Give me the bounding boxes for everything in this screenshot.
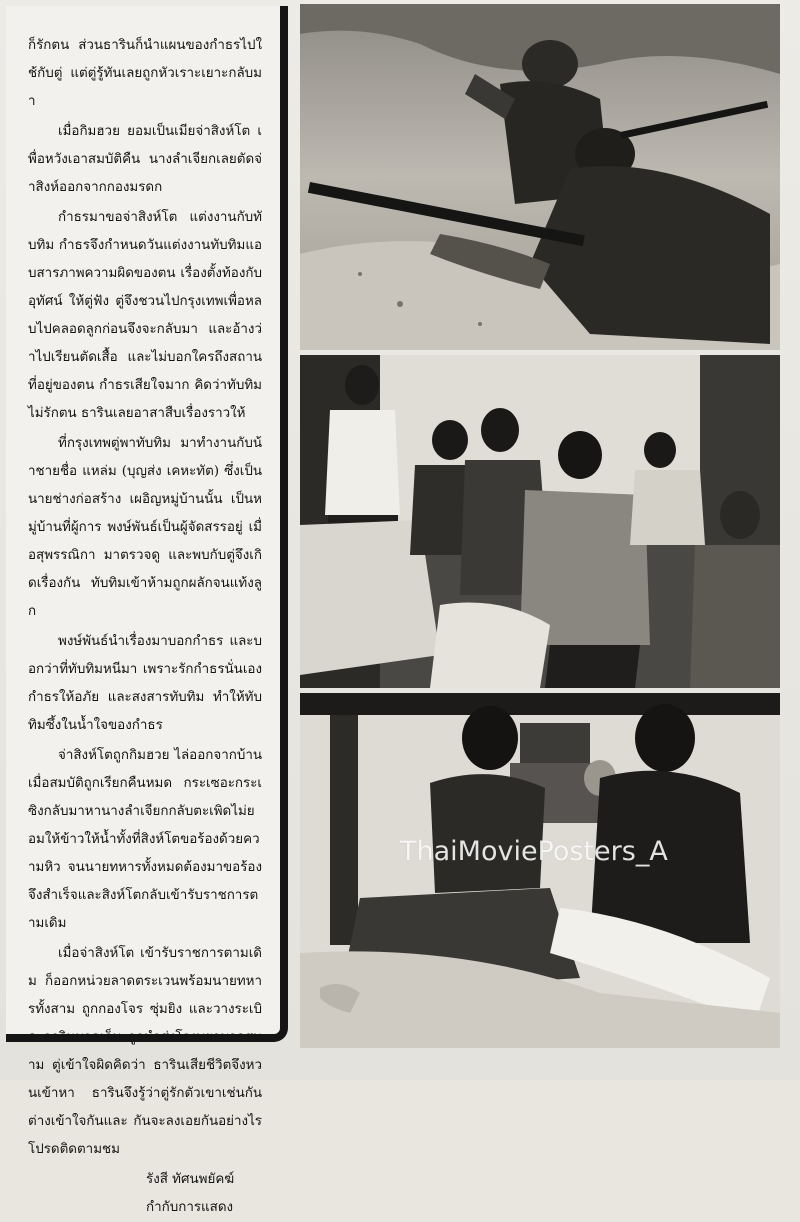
watermark-text: ThaiMoviePosters_A: [400, 836, 668, 867]
group-photo-image: [300, 355, 780, 688]
article-paragraph: เมื่อกิมฮวย ยอมเป็นเมียจ่าสิงห์โต เพื่อหวังเอาสมบัติคืน นางลำเจียกเลยตัดจ่าสิงห์ออกจากกองมรดก: [28, 124, 262, 195]
author-credit: [28, 1166, 262, 1222]
article-paragraph: จ่าสิงห์โตถูกกิมฮวย ไล่ออกจากบ้านเมื่อสมบัติถูกเรียกคืนหมด กระเซอะกระเซิงกลับมาหานางลำเจียกกลับตะเพิดไม่ยอมให้ข้าวให้น้ำทั้งที่สิงห์โตขอร้องด้วยความหิว จนนายทหารทั้งหมดต้องมาขอร้อง จึงสำเร็จและสิงห์โตกลับเข้ารับราชการตามเดิม: [28, 748, 262, 931]
photo-soldiers-with-rifles: [300, 4, 780, 350]
photo-two-women-indoors: [300, 693, 780, 1048]
article-text-column: [6, 6, 288, 1215]
article-paragraph: ที่กรุงเทพตู่พาทับทิม มาทำงานกับน้าชายชื่อ แหล่ม (บุญส่ง เคหะทัต) ซึ่งเป็นนายช่างก่อสร้าง เผอิญหมู่บ้านนั้น เป็นหมู่บ้านที่ผู้การ พงษ์พันธ์เป็นผู้จัดสรรอยู่ เมื่อสุพรรณิกา มาตรวจดู และพบกับตู่จึงเกิดเรื่องกัน ทับทิมเข้าห้ามถูกผลักจนแท้งลูก: [28, 436, 262, 619]
article-paragraph: ก็รักตน ส่วนธารินก็นำแผนของกำธรไปใช้กับตู่ แต่ตู่รู้ทันเลยถูกหัวเราะเยาะกลับมา: [28, 38, 262, 109]
article-body: [28, 32, 262, 1164]
author-role: กำกับการแสดง: [146, 1200, 234, 1215]
article-paragraph: เมื่อจ่าสิงห์โต เข้ารับราชการตามเดิม ก็ออกหน่วยลาดตระเวนพร้อมนายทหารทั้งสาม ถูกกองโจร ซุ่มยิง และวางระเบิด ธารินบาดเจ็บ ถูกนำส่งโรงพยาบาลสนาม ตู่เข้าใจผิดคิดว่า ธารินเสียชีวิตจึงหวนเข้าหา ธารินจึงรู้ว่าตู่รักตัวเขาเช่นกัน ต่างเข้าใจกันและ กันจะลงเอยกันอย่างไรโปรดติดตามชม: [28, 946, 262, 1157]
article-paragraph: กำธรมาขอจ่าสิงห์โต แต่งงานกับทับทิม กำธรจึงกำหนดวันแต่งงานทับทิมแอบสารภาพความผิดของตน เรื่องตั้งท้องกับอุทัศน์ ให้ตู่ฟัง ตู่จึงชวนไปกรุงเทพเพื่อหลบไปคลอดลูกก่อนจึงจะกลับมา และอ้างว่าไปเรียนตัดเสื้อ และไม่บอกใครถึงสถานที่อยู่ของตน กำธรเสียใจมาก คิดว่าทับทิมไม่รักตน ธารินเลยอาสาสืบเรื่องราวให้: [28, 210, 262, 421]
women-photo-image: [300, 693, 780, 1048]
soldiers-photo-image: [300, 4, 780, 350]
article-paragraph: พงษ์พันธ์นำเรื่องมาบอกกำธร และบอกว่าที่ทับทิมหนีมา เพราะรักกำธรนั่นเอง กำธรให้อภัย และสงสารทับทิม ทำให้ทับทิมซึ้งในน้ำใจของกำธร: [28, 634, 262, 733]
author-name: รังสี ทัศนพยัคฆ์: [146, 1172, 235, 1187]
photo-group-on-sofa: [300, 355, 780, 688]
